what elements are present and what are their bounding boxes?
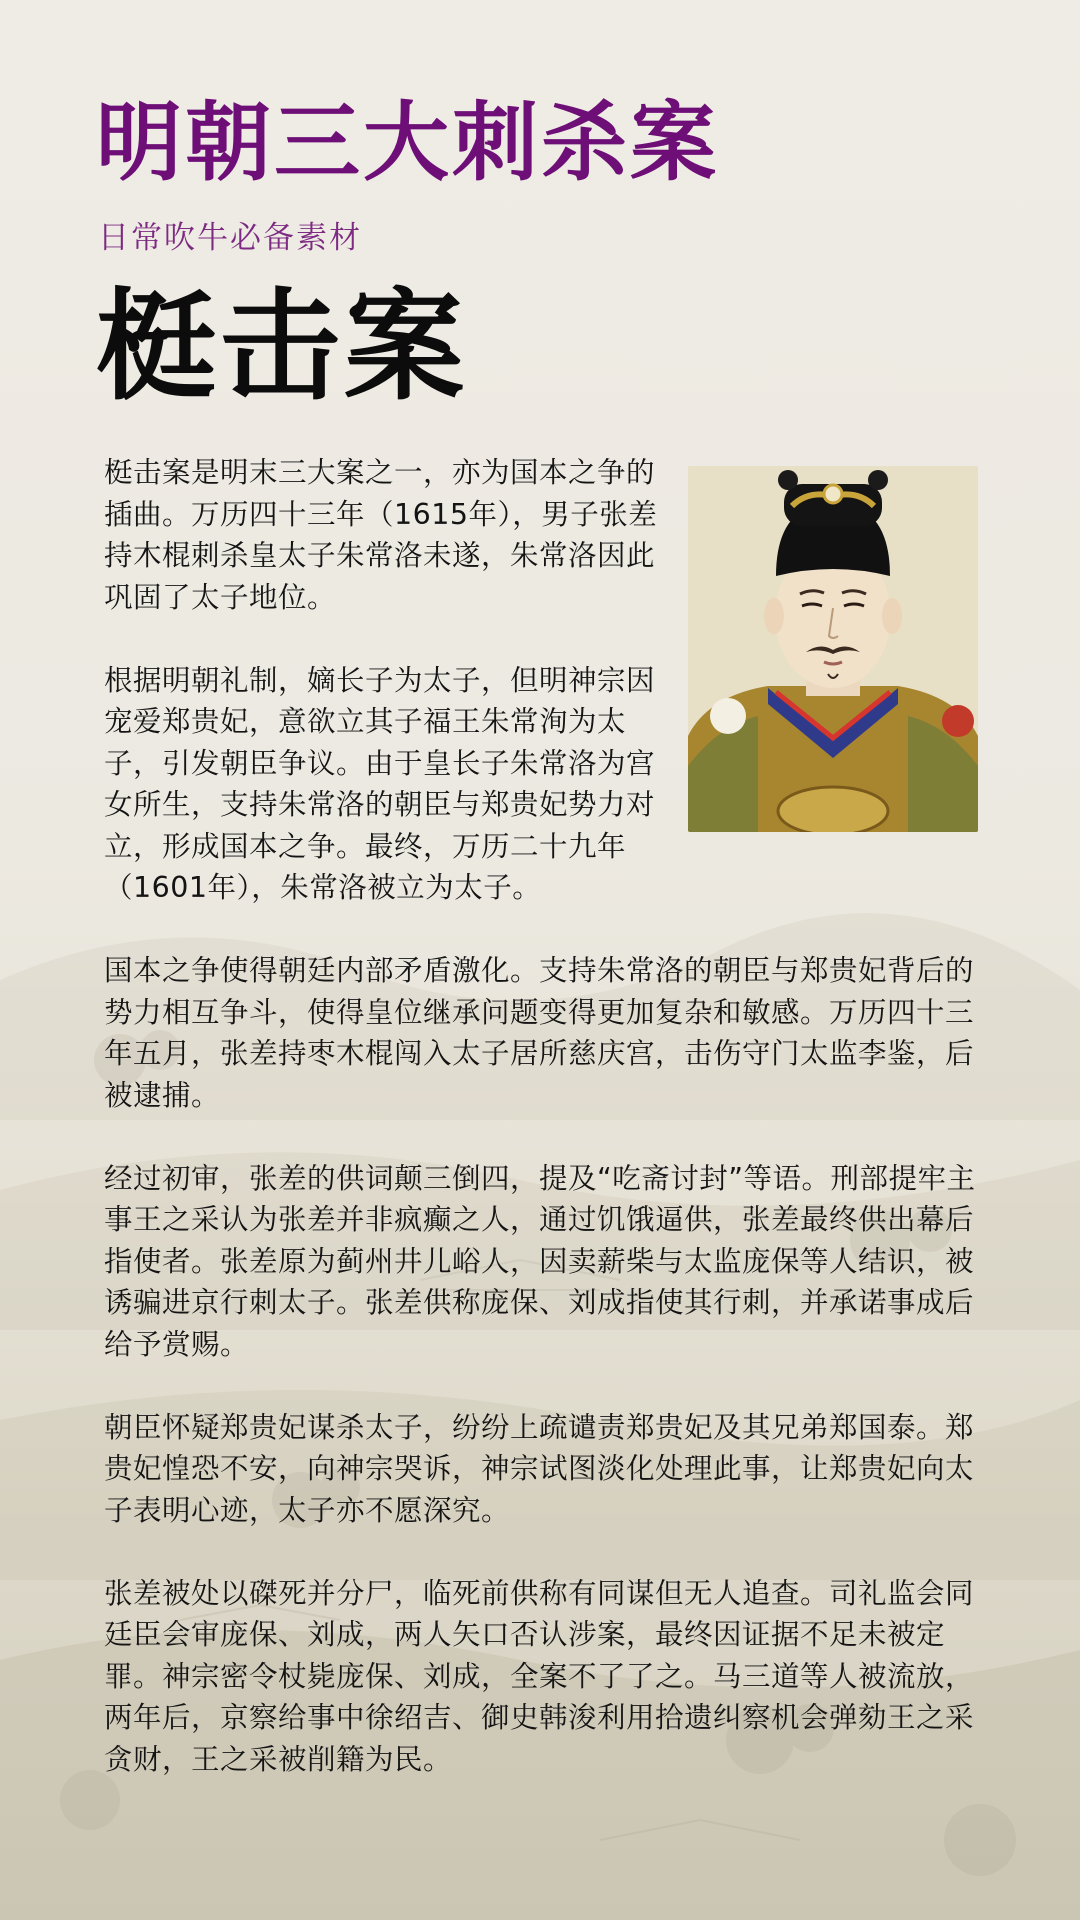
page-title: 明朝三大刺杀案 <box>96 93 719 193</box>
section-title: 梃击案 <box>96 278 468 417</box>
portrait-spacer <box>658 452 984 830</box>
paragraph-5: 朝臣怀疑郑贵妃谋杀太子，纷纷上疏谴责郑贵妃及其兄弟郑国泰。郑贵妃惶恐不安，向神宗哭诉，神宗试图淡化处理此事，让郑贵妃向太子表明心迹，太子亦不愿深究。 <box>104 1410 975 1527</box>
page-subtitle: 日常吹牛必备素材 <box>98 220 362 256</box>
paragraph-4: 经过初审，张差的供词颠三倒四，提及“吃斋讨封”等语。刑部提牢主事王之采认为张差并非疯癫之人，通过饥饿逼供，张差最终供出幕后指使者。张差原为蓟州井儿峪人，因卖薪柴与太监庞保等人结识，被诱骗进京行刺太子。张差供称庞保、刘成指使其行刺，并承诺事成后给予赏赐。 <box>104 1161 976 1361</box>
paragraph-3: 国本之争使得朝廷内部矛盾激化。支持朱常洛的朝臣与郑贵妃背后的势力相互争斗，使得皇位继承问题变得更加复杂和敏感。万历四十三年五月，张差持枣木棍闯入太子居所慈庆宫，击伤守门太监李鉴，后被逮捕。 <box>104 954 975 1112</box>
article-body <box>104 452 984 1822</box>
paragraph-1: 梃击案是明末三大案之一，亦为国本之争的插曲。万历四十三年（1615年），男子张差持木棍刺杀皇太子朱常洛未遂，朱常洛因此巩固了太子地位。 <box>104 456 658 614</box>
paragraph-6: 张差被处以磔死并分尸，临死前供称有同谋但无人追查。司礼监会同廷臣会审庞保、刘成，两人矢口否认涉案，最终因证据不足未被定罪。神宗密令杖毙庞保、刘成，全案不了了之。马三道等人被流放，两年后，京察给事中徐绍吉、御史韩浚利用拾遗纠察机会弹劾王之采贪财，王之采被削籍为民。 <box>104 1576 975 1776</box>
paragraph-2: 根据明朝礼制，嫡长子为太子，但明神宗因宠爱郑贵妃，意欲立其子福王朱常洵为太子，引发朝臣争议。由于皇长子朱常洛为宫女所生，支持朱常洛的朝臣与郑贵妃势力对立，形成国本之争。最终，万历二十九年（1601年），朱常洛被立为太子。 <box>104 663 656 904</box>
